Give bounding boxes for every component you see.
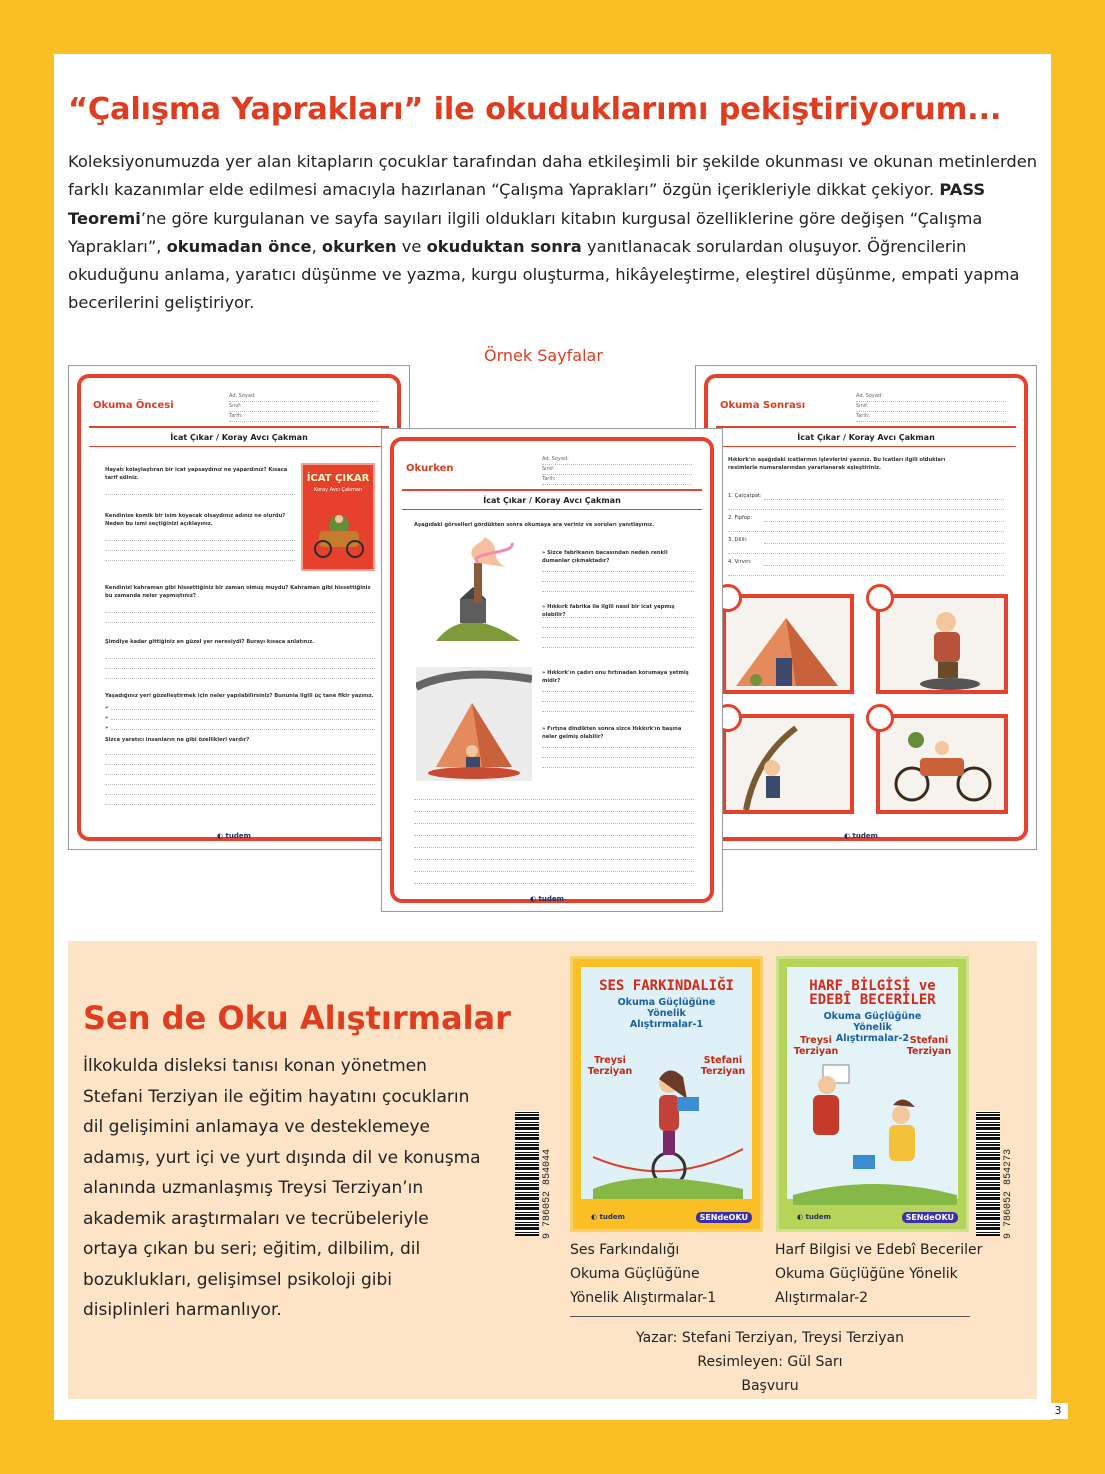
isbn-number: 9 786052 854273 xyxy=(1003,1148,1014,1239)
worksheet-meta: Ad, Soyad: Sınıf: Tarih: xyxy=(542,455,692,485)
worksheet-title: Okuma Sonrası xyxy=(720,400,806,411)
worksheet-divider xyxy=(89,446,389,447)
worksheet-while-reading xyxy=(381,428,723,912)
image-bicycle xyxy=(876,714,1008,814)
book-cover-subtitle: Okuma Güçlüğüne Yönelik Alıştırmalar-2 xyxy=(823,1011,922,1044)
question: » Fırtına dindikten sonra sizce Hıkkırk'ın başına neler gelmiş olabilir? xyxy=(542,726,682,740)
bullet: » xyxy=(105,715,109,721)
book-cover-author-right: Stefani Terziyan xyxy=(906,1035,952,1057)
book-cover-harf-bilgisi xyxy=(776,956,969,1232)
question: » Sizce fabrikanın bacasından neden renkli dumanlar çıkmaktadır? xyxy=(542,550,668,564)
image-tree xyxy=(722,714,854,814)
book-cover-author-left: Treysi Terziyan xyxy=(587,1055,633,1077)
book-caption: Ses Farkındalığı Okuma Güçlüğüne Yönelik Alıştırmalar-1 xyxy=(570,1242,717,1306)
question: Şimdiye kadar gittiğiniz en güzel yer neresiydi? Burayı kısaca anlatınız. xyxy=(105,639,315,645)
book-caption: Harf Bilgisi ve Edebî Beceriler Okuma Güçlüğüne Yönelik Alıştırmalar-2 xyxy=(775,1242,983,1306)
worksheet-meta: Ad, Soyad: Sınıf: Tarih: xyxy=(856,392,1006,422)
image-sitting-man xyxy=(876,594,1008,694)
section-title: Sen de Oku Alıştırmalar xyxy=(83,999,511,1037)
isbn-number: 9 786052 854044 xyxy=(542,1148,553,1239)
worksheet-subtitle: İcat Çıkar / Koray Avcı Çakman xyxy=(170,433,308,442)
book-cover-author-right: Stefani Terziyan xyxy=(700,1055,746,1077)
section-body: İlkokulda disleksi tanısı konan yönetmen Stefani Terziyan ile eğitim hayatını çocukların dil gelişimini anlamaya ve desteklemeye adamış, yurt içi ve yurt dışında dil ve konuşma alanında uzmanlaşmış Treysi Terziyan’ın akademik araştırmaları ve tecrübeleriyle ortaya çıkan bu seri; eğitim, dilbilim, dil bozuklukları, gelişimsel psikoloji gibi disiplinleri harmanlıyor. xyxy=(83,1056,481,1320)
worksheet-divider xyxy=(89,426,389,428)
instruction: Hıkkırk'ın aşağıdaki icatlarının işlevlerini yazınız. Bu icatları ilgili oldukları resimlerle numaralarından yararlanarak eşleştiriniz. xyxy=(728,457,946,471)
book-cover-title: HARF BİLGİSİ ve EDEBÎ BECERİLER xyxy=(809,978,936,1008)
book-cover-author-left: Treysi Terziyan xyxy=(793,1035,839,1057)
image-tent xyxy=(722,594,854,694)
publisher-logo: ◐ tudem xyxy=(530,895,564,903)
question: Yaşadığınız yeri güzelleştirmek için neler yapılabilirsiniz? Bununla ilgili üç tane fikir yazınız. xyxy=(105,693,374,699)
question: » Hıkkırk'ın çadırı onu fırtınadan korumaya yetmiş midir? xyxy=(542,670,689,684)
book-cover-icat-cikar xyxy=(301,463,375,571)
worksheet-divider xyxy=(716,446,1016,447)
item: 4. Vırvırı: xyxy=(728,559,752,565)
barcode xyxy=(515,1111,539,1236)
book-cover-title: SES FARKINDALIĞI xyxy=(599,978,734,994)
book-cover-series-logo: SENdeOKU xyxy=(696,1212,752,1223)
worksheet-frame xyxy=(77,374,401,841)
headline: “Çalışma Yaprakları” ile okuduklarımı pekiştiriyorum... xyxy=(68,92,1002,127)
image-badge-circle xyxy=(866,584,894,612)
worksheet-divider xyxy=(716,426,1016,428)
page xyxy=(54,54,1051,1420)
page-number: 3 xyxy=(1048,1403,1068,1419)
worksheet-before-reading xyxy=(68,365,410,850)
book-cover-subtitle: Okuma Güçlüğüne Yönelik Alıştırmalar-1 xyxy=(617,997,716,1030)
illustration-factory xyxy=(416,537,532,649)
illustration-tent-storm xyxy=(416,667,532,781)
intro-paragraph: Koleksiyonumuzda yer alan kitapların çocuklar tarafından daha etkileşimli bir şekilde okunması ve okunan metinlerden farklı kazanımlar elde edilmesi amacıyla hazırlanan “Çalışma Yaprakları” özgün içerikleriyle dikkat çekiyor. PASS Teoremi’ne göre kurgulanan ve sayfa sayıları ilgili oldukları kitabın kurgusal özelliklerine göre değişen “Çalışma Yaprakları”, okumadan önce, okurken ve okuduktan sonra yanıtlanacak sorulardan oluşuyor. Öğrencilerin okuduğunu anlama, yaratıcı düşünme ve yazma, kurgu oluşturma, hikâyeleştirme, eleştirel düşünme, empati yapma becerilerini geliştiriyor. xyxy=(68,152,1038,313)
book-cover-illustration xyxy=(793,1055,957,1205)
publisher-logo: ◐ tudem xyxy=(217,832,251,840)
book-cover-ses-farkindaligi xyxy=(570,956,763,1232)
book-cover-illustration xyxy=(309,503,369,561)
question: Kendinizi kahraman gibi hissettiğiniz bir zaman olmuş muydu? Kahraman gibi hissettiğiniz bu zamanda neler yapmıştınız? xyxy=(105,585,371,599)
question: Kendinize komik bir isim koyacak olsaydınız adınız ne olurdu? Neden bu ismi seçtiğinizi açıklayınız. xyxy=(105,513,286,527)
question: Sizce yaratıcı insanların ne gibi özellikleri vardır? xyxy=(105,737,250,743)
sen-de-oku-panel xyxy=(68,941,1037,1399)
worksheet-after-reading xyxy=(695,365,1037,850)
image-badge-circle xyxy=(866,704,894,732)
book-cover-illustration xyxy=(593,1039,743,1199)
worksheet-divider xyxy=(402,489,702,491)
book-cover-publisher: ◐ tudem xyxy=(797,1213,831,1221)
question: Hayatı kolaylaştıran bir icat yapsaydınız ne yapardınız? Kısaca tarif ediniz. xyxy=(105,467,288,481)
worksheet-title: Okuma Öncesi xyxy=(93,400,174,411)
item: 1. Çatçatpat: xyxy=(728,493,762,499)
worksheet-meta: Ad, Soyad: Sınıf: Tarih: xyxy=(229,392,379,422)
book-cover-title: İCAT ÇIKAR xyxy=(306,473,370,484)
instruction: Aşağıdaki görselleri gördükten sonra okumaya ara veriniz ve soruları yanıtlayınız. xyxy=(414,522,655,528)
bullet: » xyxy=(105,705,109,711)
publisher-logo: ◐ tudem xyxy=(844,832,878,840)
question: » Hıkkırk fabrika ile ilgili nasıl bir icat yapmış olabilir? xyxy=(542,604,675,618)
worksheet-subtitle: İcat Çıkar / Koray Avcı Çakman xyxy=(797,433,935,442)
item: 2. Fipfop: xyxy=(728,515,752,521)
barcode xyxy=(976,1111,1000,1236)
item: 3. Dilili: xyxy=(728,537,748,543)
book-cover-author: Koray Avcı Çakman xyxy=(313,487,363,493)
worksheet-subtitle: İcat Çıkar / Koray Avcı Çakman xyxy=(483,496,621,505)
bullet: » xyxy=(105,725,109,731)
worksheet-title: Okurken xyxy=(406,463,454,474)
book-cover-publisher: ◐ tudem xyxy=(591,1213,625,1221)
divider xyxy=(570,1316,970,1317)
worksheet-divider xyxy=(402,509,702,510)
samples-label: Örnek Sayfalar xyxy=(484,346,603,365)
book-cover-series-logo: SENdeOKU xyxy=(902,1212,958,1223)
credits: Yazar: Stefani Terziyan, Treysi Terziyan Resimleyen: Gül Sarı Başvuru xyxy=(636,1330,904,1394)
